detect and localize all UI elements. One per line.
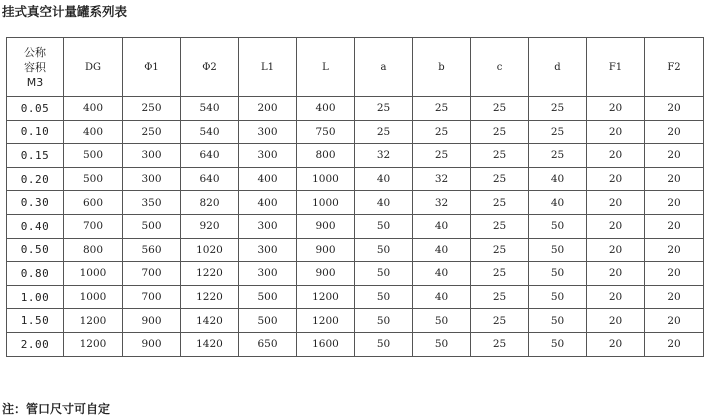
table-cell: 25 bbox=[471, 120, 529, 144]
table-row bbox=[7, 97, 704, 121]
table-cell: 40 bbox=[413, 262, 471, 286]
capacity-cell: 0.80 bbox=[7, 262, 64, 286]
table-cell: 20 bbox=[587, 144, 645, 168]
table-cell: 20 bbox=[645, 238, 704, 262]
page-title: 挂式真空计量罐系列表 bbox=[2, 4, 128, 19]
table-cell: 20 bbox=[587, 120, 645, 144]
table-cell: 40 bbox=[355, 191, 413, 215]
table-row bbox=[7, 309, 704, 333]
column-header: L bbox=[297, 38, 355, 97]
table-cell: 25 bbox=[471, 309, 529, 333]
table-cell: 40 bbox=[529, 167, 587, 191]
header-capacity bbox=[7, 38, 64, 97]
table-cell: 560 bbox=[123, 238, 181, 262]
table-cell: 1000 bbox=[297, 191, 355, 215]
column-header: Φ1 bbox=[123, 38, 181, 97]
capacity-cell: 0.15 bbox=[7, 144, 64, 168]
column-header: c bbox=[471, 38, 529, 97]
table-cell: 250 bbox=[123, 97, 181, 121]
capacity-cell: 0.05 bbox=[7, 97, 64, 121]
table-cell: 50 bbox=[529, 262, 587, 286]
table-cell: 20 bbox=[587, 97, 645, 121]
table-cell: 20 bbox=[645, 120, 704, 144]
table-cell: 20 bbox=[645, 97, 704, 121]
table-cell: 40 bbox=[413, 238, 471, 262]
table-cell: 1000 bbox=[64, 285, 123, 309]
table-row bbox=[7, 120, 704, 144]
header-capacity-line: M3 bbox=[26, 75, 44, 89]
table-cell: 40 bbox=[355, 167, 413, 191]
table-cell: 25 bbox=[413, 120, 471, 144]
table-cell: 50 bbox=[355, 309, 413, 333]
table-cell: 25 bbox=[471, 262, 529, 286]
table-cell: 1600 bbox=[297, 332, 355, 356]
table-cell: 650 bbox=[239, 332, 297, 356]
table-cell: 25 bbox=[529, 144, 587, 168]
table-cell: 1200 bbox=[297, 309, 355, 333]
table-row bbox=[7, 167, 704, 191]
table-cell: 600 bbox=[64, 191, 123, 215]
table-cell: 50 bbox=[355, 214, 413, 238]
table-cell: 20 bbox=[587, 191, 645, 215]
table-cell: 25 bbox=[471, 332, 529, 356]
table-cell: 1200 bbox=[64, 332, 123, 356]
table-cell: 32 bbox=[355, 144, 413, 168]
table-cell: 25 bbox=[529, 97, 587, 121]
table-cell: 900 bbox=[297, 238, 355, 262]
table-cell: 25 bbox=[471, 285, 529, 309]
table-cell: 50 bbox=[529, 309, 587, 333]
table-cell: 500 bbox=[123, 214, 181, 238]
table-cell: 250 bbox=[123, 120, 181, 144]
header-capacity-line: 容积 bbox=[24, 60, 46, 74]
table-cell: 20 bbox=[645, 214, 704, 238]
table-cell: 1000 bbox=[297, 167, 355, 191]
table-cell: 300 bbox=[123, 144, 181, 168]
column-header: F1 bbox=[587, 38, 645, 97]
table-cell: 20 bbox=[645, 309, 704, 333]
header-capacity-line: 公称 bbox=[24, 45, 46, 59]
table-cell: 40 bbox=[413, 285, 471, 309]
table-cell: 50 bbox=[529, 214, 587, 238]
table-cell: 1420 bbox=[181, 309, 239, 333]
table-cell: 50 bbox=[355, 332, 413, 356]
table-cell: 50 bbox=[529, 238, 587, 262]
capacity-cell: 2.00 bbox=[7, 332, 64, 356]
capacity-cell: 0.20 bbox=[7, 167, 64, 191]
table-cell: 50 bbox=[529, 332, 587, 356]
table-cell: 1220 bbox=[181, 285, 239, 309]
table-cell: 800 bbox=[297, 144, 355, 168]
table-cell: 900 bbox=[123, 332, 181, 356]
column-header: Φ2 bbox=[181, 38, 239, 97]
table-cell: 300 bbox=[239, 262, 297, 286]
table-cell: 820 bbox=[181, 191, 239, 215]
table-cell: 50 bbox=[413, 309, 471, 333]
table-cell: 20 bbox=[587, 262, 645, 286]
table-cell: 900 bbox=[123, 309, 181, 333]
table-cell: 200 bbox=[239, 97, 297, 121]
capacity-cell: 0.10 bbox=[7, 120, 64, 144]
table-row bbox=[7, 285, 704, 309]
table-cell: 1020 bbox=[181, 238, 239, 262]
table-cell: 500 bbox=[239, 309, 297, 333]
table-cell: 20 bbox=[587, 167, 645, 191]
table-cell: 1220 bbox=[181, 262, 239, 286]
table-cell: 900 bbox=[297, 214, 355, 238]
table-cell: 700 bbox=[123, 262, 181, 286]
table-cell: 400 bbox=[64, 97, 123, 121]
table-cell: 1200 bbox=[64, 309, 123, 333]
table-cell: 50 bbox=[355, 238, 413, 262]
table-cell: 40 bbox=[413, 214, 471, 238]
table-cell: 640 bbox=[181, 144, 239, 168]
table-cell: 25 bbox=[471, 97, 529, 121]
table-cell: 540 bbox=[181, 97, 239, 121]
table-cell: 1200 bbox=[297, 285, 355, 309]
table-row bbox=[7, 262, 704, 286]
table-cell: 50 bbox=[529, 285, 587, 309]
table-cell: 20 bbox=[645, 332, 704, 356]
table-cell: 20 bbox=[645, 144, 704, 168]
capacity-cell: 1.50 bbox=[7, 309, 64, 333]
capacity-cell: 1.00 bbox=[7, 285, 64, 309]
table-cell: 25 bbox=[529, 120, 587, 144]
table-row bbox=[7, 238, 704, 262]
table-cell: 800 bbox=[64, 238, 123, 262]
table-cell: 25 bbox=[355, 97, 413, 121]
table-cell: 32 bbox=[413, 191, 471, 215]
capacity-cell: 0.30 bbox=[7, 191, 64, 215]
table-row bbox=[7, 214, 704, 238]
table-cell: 300 bbox=[239, 238, 297, 262]
table-cell: 700 bbox=[123, 285, 181, 309]
table-cell: 300 bbox=[239, 214, 297, 238]
table-cell: 25 bbox=[355, 120, 413, 144]
table-cell: 40 bbox=[529, 191, 587, 215]
table-cell: 1000 bbox=[64, 262, 123, 286]
table-cell: 400 bbox=[239, 191, 297, 215]
table-cell: 20 bbox=[587, 332, 645, 356]
table-cell: 640 bbox=[181, 167, 239, 191]
table-cell: 400 bbox=[239, 167, 297, 191]
table-cell: 300 bbox=[123, 167, 181, 191]
table-cell: 25 bbox=[471, 167, 529, 191]
table-cell: 25 bbox=[471, 144, 529, 168]
capacity-cell: 0.40 bbox=[7, 214, 64, 238]
table-cell: 32 bbox=[413, 167, 471, 191]
table-cell: 50 bbox=[413, 332, 471, 356]
column-header: F2 bbox=[645, 38, 704, 97]
table-cell: 20 bbox=[587, 285, 645, 309]
table-cell: 20 bbox=[587, 238, 645, 262]
table-row bbox=[7, 332, 704, 356]
table-cell: 900 bbox=[297, 262, 355, 286]
table-cell: 50 bbox=[355, 262, 413, 286]
table-cell: 750 bbox=[297, 120, 355, 144]
specification-table bbox=[6, 37, 704, 357]
capacity-cell: 0.50 bbox=[7, 238, 64, 262]
table-cell: 400 bbox=[64, 120, 123, 144]
table-cell: 700 bbox=[64, 214, 123, 238]
table-cell: 540 bbox=[181, 120, 239, 144]
table-cell: 20 bbox=[645, 167, 704, 191]
table-cell: 20 bbox=[645, 191, 704, 215]
table-cell: 20 bbox=[645, 262, 704, 286]
footnote: 注：管口尺寸可自定 bbox=[2, 402, 111, 416]
table-cell: 20 bbox=[587, 309, 645, 333]
table-cell: 500 bbox=[64, 167, 123, 191]
column-header: d bbox=[529, 38, 587, 97]
column-header: a bbox=[355, 38, 413, 97]
table-cell: 25 bbox=[471, 191, 529, 215]
table-cell: 500 bbox=[64, 144, 123, 168]
table-row bbox=[7, 191, 704, 215]
table-cell: 500 bbox=[239, 285, 297, 309]
table-cell: 1420 bbox=[181, 332, 239, 356]
column-header: L1 bbox=[239, 38, 297, 97]
column-header: DG bbox=[64, 38, 123, 97]
table-cell: 20 bbox=[645, 285, 704, 309]
table-cell: 300 bbox=[239, 144, 297, 168]
table-cell: 50 bbox=[355, 285, 413, 309]
table-cell: 300 bbox=[239, 120, 297, 144]
table-row bbox=[7, 144, 704, 168]
table-cell: 25 bbox=[413, 144, 471, 168]
table-cell: 25 bbox=[471, 238, 529, 262]
table-cell: 350 bbox=[123, 191, 181, 215]
table-cell: 920 bbox=[181, 214, 239, 238]
column-header: b bbox=[413, 38, 471, 97]
table-cell: 400 bbox=[297, 97, 355, 121]
table-cell: 25 bbox=[471, 214, 529, 238]
table-cell: 20 bbox=[587, 214, 645, 238]
table-cell: 25 bbox=[413, 97, 471, 121]
table-header-row bbox=[7, 38, 704, 97]
